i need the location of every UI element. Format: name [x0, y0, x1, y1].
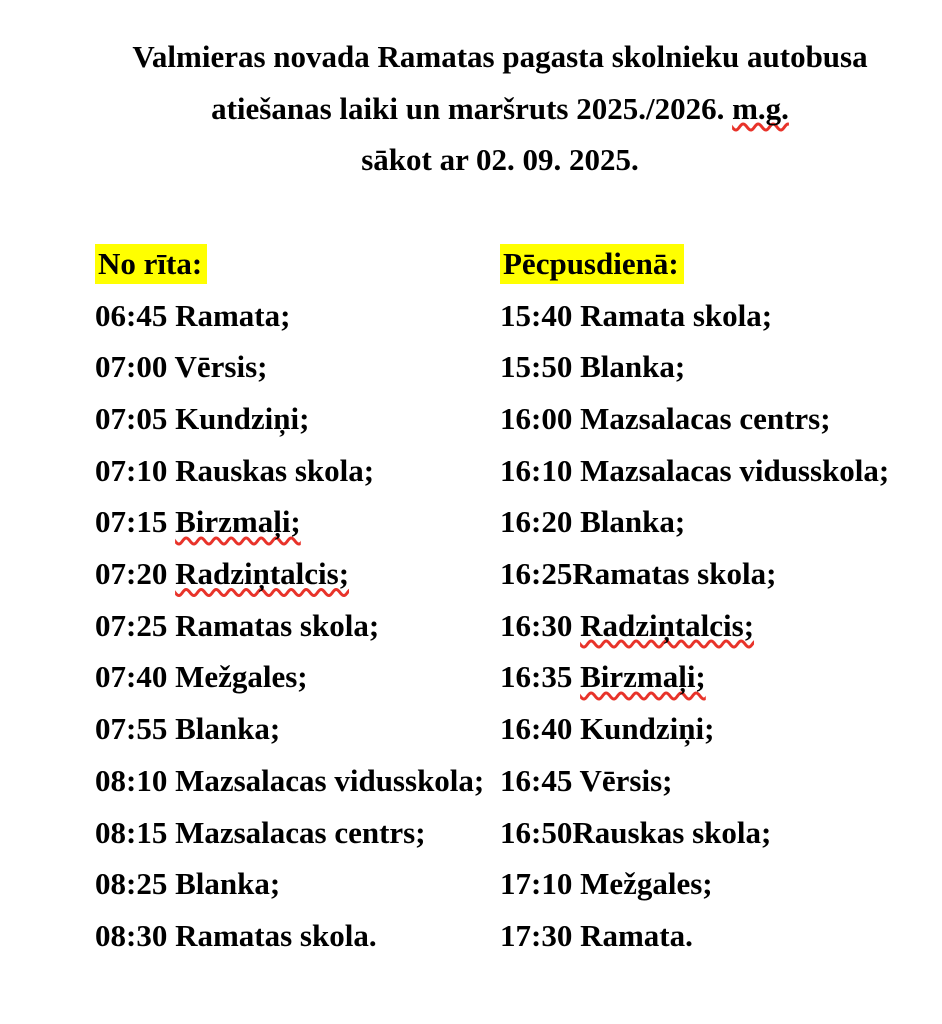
schedule-entry	[95, 445, 500, 497]
schedule-entry	[500, 445, 905, 497]
misspelled-text: Birzmaļi;	[175, 504, 301, 540]
schedule-entry	[500, 910, 905, 962]
column-header	[500, 238, 905, 290]
schedule-entry-text: 07:00 Vērsis;	[95, 349, 268, 385]
schedule-entry-text: 15:40 Ramata skola;	[500, 297, 773, 333]
schedule-entry-text: 16:20 Blanka;	[500, 504, 686, 540]
schedule-entry	[95, 703, 500, 755]
schedule-entry-text: 08:10 Mazsalacas vidusskola;	[95, 762, 485, 798]
misspelled-text: Radziņtalcis;	[580, 607, 755, 643]
schedule-column	[95, 238, 500, 962]
column-header	[95, 238, 500, 290]
schedule-entry-text: 16:50Rauskas skola;	[500, 814, 772, 850]
schedule-entry-text: 16:30	[500, 607, 581, 643]
schedule-entry-text: 16:10 Mazsalacas vidusskola;	[500, 452, 890, 488]
schedule-entry-text: 16:35	[500, 659, 581, 695]
schedule-entry	[500, 341, 905, 393]
schedule-entry	[500, 496, 905, 548]
schedule-entry-text: 07:10 Rauskas skola;	[95, 452, 375, 488]
schedule-entry-text: 16:25Ramatas skola;	[500, 556, 777, 592]
document-title	[95, 31, 905, 186]
schedule-columns	[95, 238, 905, 962]
title-line	[95, 31, 905, 83]
schedule-entry-text: 08:15 Mazsalacas centrs;	[95, 814, 426, 850]
schedule-entry	[95, 755, 500, 807]
title-line	[95, 134, 905, 186]
schedule-entry	[95, 496, 500, 548]
title-text: Valmieras novada Ramatas pagasta skolnieku autobusa	[132, 39, 868, 74]
schedule-entry-text: 16:45 Vērsis;	[500, 762, 673, 798]
schedule-entry	[500, 290, 905, 342]
schedule-entry	[500, 651, 905, 703]
schedule-entry	[500, 755, 905, 807]
column-header-highlight: Pēcpusdienā:	[500, 244, 684, 284]
schedule-entry-text: 08:30 Ramatas skola.	[95, 917, 377, 953]
schedule-entry-text: 07:15	[95, 504, 176, 540]
schedule-entry-text: 07:05 Kundziņi;	[95, 400, 310, 436]
schedule-entry	[95, 341, 500, 393]
schedule-entry	[500, 858, 905, 910]
title-line	[95, 83, 905, 135]
schedule-entry-text: 08:25 Blanka;	[95, 866, 281, 902]
schedule-entry	[95, 290, 500, 342]
schedule-entry-text: 07:20	[95, 556, 176, 592]
schedule-entry-text: 15:50 Blanka;	[500, 349, 686, 385]
title-text: atiešanas laiki un maršruts 2025./2026.	[211, 90, 733, 126]
schedule-entry	[500, 548, 905, 600]
schedule-entry	[500, 703, 905, 755]
schedule-entry-text: 07:40 Mežgales;	[95, 659, 308, 695]
schedule-entry-text: 17:30 Ramata.	[500, 917, 693, 953]
schedule-entry	[95, 548, 500, 600]
schedule-entry	[500, 393, 905, 445]
schedule-entry-text: 16:40 Kundziņi;	[500, 711, 715, 747]
schedule-entry	[95, 651, 500, 703]
schedule-entry-text: 07:55 Blanka;	[95, 711, 281, 747]
schedule-entry	[500, 807, 905, 859]
schedule-entry	[500, 600, 905, 652]
schedule-entry-text: 17:10 Mežgales;	[500, 866, 713, 902]
column-header-highlight: No rīta:	[95, 244, 207, 284]
misspelled-text: Radziņtalcis;	[175, 556, 350, 592]
schedule-entry	[95, 807, 500, 859]
title-text: sākot ar 02. 09. 2025.	[361, 142, 639, 178]
schedule-entry	[95, 910, 500, 962]
schedule-entry-text: 07:25 Ramatas skola;	[95, 607, 380, 643]
schedule-entry-text: 06:45 Ramata;	[95, 297, 291, 333]
schedule-entry	[95, 600, 500, 652]
document-content	[95, 31, 905, 962]
schedule-entry-text: 16:00 Mazsalacas centrs;	[500, 400, 831, 436]
schedule-entry	[95, 858, 500, 910]
schedule-column	[500, 238, 905, 962]
schedule-entry	[95, 393, 500, 445]
misspelled-text: m.g.	[732, 90, 789, 126]
misspelled-text: Birzmaļi;	[580, 659, 706, 695]
